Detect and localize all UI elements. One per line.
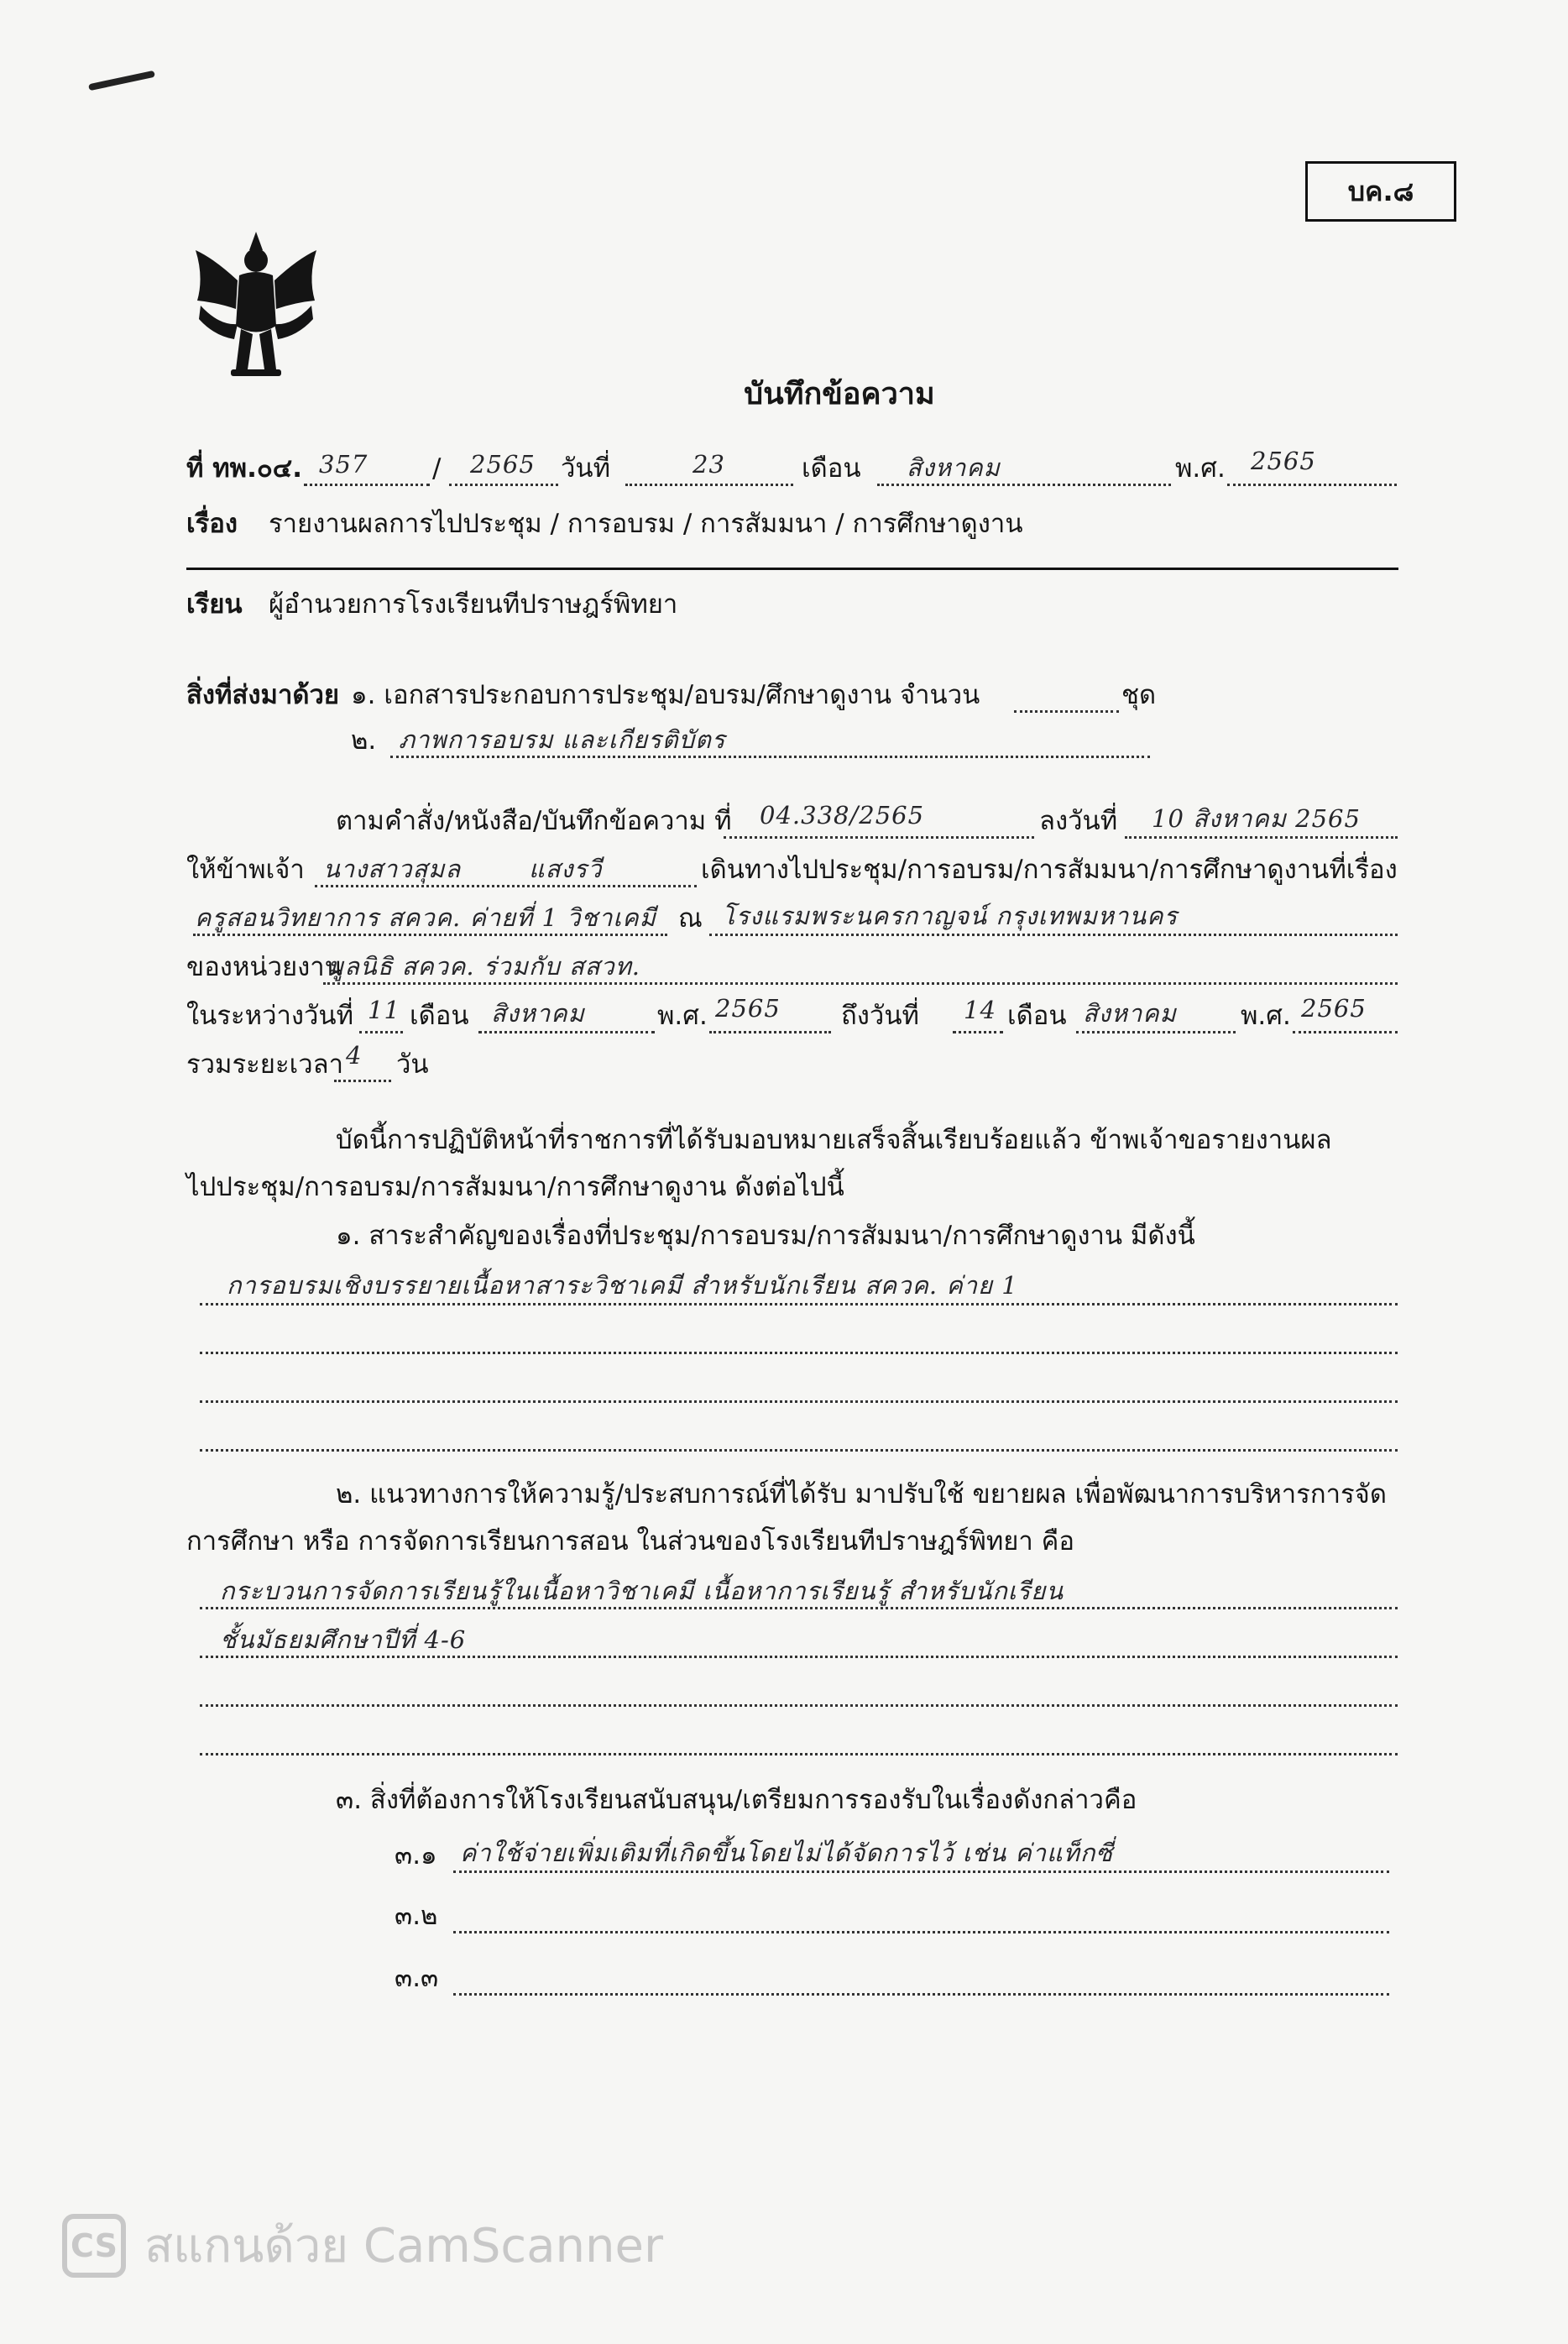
to-month-label: เดือน [1007,1001,1067,1031]
section-3-3-label: ๓.๓ [395,1963,439,1993]
section-2-answer-1: กระบวนการจัดการเรียนรู้ในเนื้อหาวิชาเคมี เนื้อหาการเรียนรู้ สำหรับนักเรียน [220,1577,1064,1605]
date-label: วันที่ [561,453,611,484]
from-month: สิงหาคม [491,999,585,1028]
section-2-heading-1: ๒. แนวทางการให้ความรู้/ประสบการณ์ที่ได้รับ มาปรับใช้ ขยายผล เพื่อพัฒนาการบริหารการจัด [336,1479,1387,1509]
from-day: 11 [368,996,400,1024]
subject-label: เรื่อง [186,509,238,539]
attachments-label: สิ่งที่ส่งมาด้วย [186,680,340,710]
to-year: 2565 [1301,994,1367,1023]
section-3-1-answer: ค่าใช้จ่ายเพิ่มเติมที่เกิดขึ้นโดยไม่ได้จัดการไว้ เช่น ค่าแท็กซี่ [460,1839,1114,1867]
signed-label: ลงวันที่ [1039,806,1118,836]
date-month: สิงหาคม [907,453,1001,482]
document-title: บันทึกข้อความ [744,377,935,411]
camscanner-watermark [62,2208,663,2283]
ref-label: ที่ ทพ.๐๔. [186,453,303,484]
attachment-item-1: ๑. เอกสารประกอบการประชุม/อบรม/ศึกษาดูงาน จำนวน [351,680,980,710]
from-month-label: เดือน [410,1001,469,1031]
pen-mark [88,71,155,91]
intro-line-1: บัดนี้การปฏิบัติหน้าที่ราชการที่ได้รับมอบหมายเสร็จสิ้นเรียบร้อยแล้ว ข้าพเจ้าขอรายงานผล [336,1125,1332,1155]
to-day-label: ถึงวันที่ [841,1001,919,1031]
attachment-unit: ชุด [1121,680,1157,710]
year-label: พ.ศ. [1175,453,1226,484]
period-label: ในระหว่างวันที่ [186,1001,354,1031]
from-year: 2565 [715,994,781,1023]
section-3-1-label: ๓.๑ [395,1840,437,1870]
header-divider [186,568,1398,570]
agency-name: มูลนิธิ สควค. ร่วมกับ สสวท. [327,952,641,981]
ref-separator: / [432,453,442,484]
training-topic: ครูสอนวิทยาการ สควค. ค่ายที่ 1 วิชาเคมี [195,903,656,932]
last-name: แสงรวี [529,855,603,883]
to-day: 14 [964,996,996,1024]
venue: โรงแรมพระนครกาญจน์ กรุงเทพมหานคร [722,902,1179,930]
form-code-box: บค.๘ [1305,161,1456,222]
ref-number: 357 [319,450,368,479]
date-day: 23 [693,450,725,479]
duration-label: รวมระยะเวลา [186,1049,344,1080]
to-label: เรียน [186,589,243,620]
duration-value: 4 [346,1041,363,1070]
garuda-emblem-icon [189,225,323,385]
watermark-text: สแกนด้วย CamScanner [144,2219,663,2273]
travel-text: เดินทางไปประชุม/การอบรม/การสัมมนา/การศึกษาดูงานที่เรื่อง [701,855,1398,885]
section-1-answer: การอบรมเชิงบรรยายเนื้อหาสาระวิชาเคมี สำหรับนักเรียน สควค. ค่าย 1 [227,1271,1018,1300]
camscanner-logo-icon: CS [62,2214,126,2278]
attachment-item-2: ภาพการอบรม และเกียรติบัตร [399,725,726,754]
subject-text: รายงานผลการไปประชุม / การอบรม / การสัมมนา / การศึกษาดูงาน [269,509,1023,539]
intro-line-2: ไปประชุม/การอบรม/การสัมมนา/การศึกษาดูงาน ดังต่อไปนี้ [186,1172,844,1202]
to-recipient: ผู้อำนวยการโรงเรียนทีปราษฎร์พิทยา [269,589,678,620]
first-name: นางสาวสุมล [323,855,462,883]
date-year: 2565 [1251,447,1316,475]
attachment-item-2-prefix: ๒. [351,725,377,756]
month-label: เดือน [802,453,861,484]
from-year-label: พ.ศ. [657,1001,708,1031]
order-label: ตามคำสั่ง/หนังสือ/บันทึกข้อความ ที่ [336,806,732,836]
at-label: ณ [678,903,703,934]
signed-date: 10 สิงหาคม 2565 [1152,804,1361,833]
name-label: ให้ข้าพเจ้า [186,855,305,885]
section-2-heading-2: การศึกษา หรือ การจัดการเรียนการสอน ในส่วนของโรงเรียนทีปราษฎร์พิทยา คือ [186,1526,1075,1557]
section-3-heading: ๓. สิ่งที่ต้องการให้โรงเรียนสนับสนุน/เตรียมการรองรับในเรื่องดังกล่าวคือ [336,1785,1137,1815]
ref-year: 2565 [470,450,536,479]
order-number: 04.338/2565 [760,801,925,829]
section-2-answer-2: ชั้นมัธยมศึกษาปีที่ 4-6 [220,1625,467,1654]
section-1-heading: ๑. สาระสำคัญของเรื่องที่ประชุม/การอบรม/การสัมมนา/การศึกษาดูงาน มีดังนี้ [336,1221,1195,1251]
agency-label: ของหน่วยงาน [186,952,342,982]
section-3-2-label: ๓.๒ [395,1901,438,1931]
to-month: สิงหาคม [1083,999,1177,1028]
duration-unit: วัน [396,1049,429,1080]
to-year-label: พ.ศ. [1241,1001,1291,1031]
